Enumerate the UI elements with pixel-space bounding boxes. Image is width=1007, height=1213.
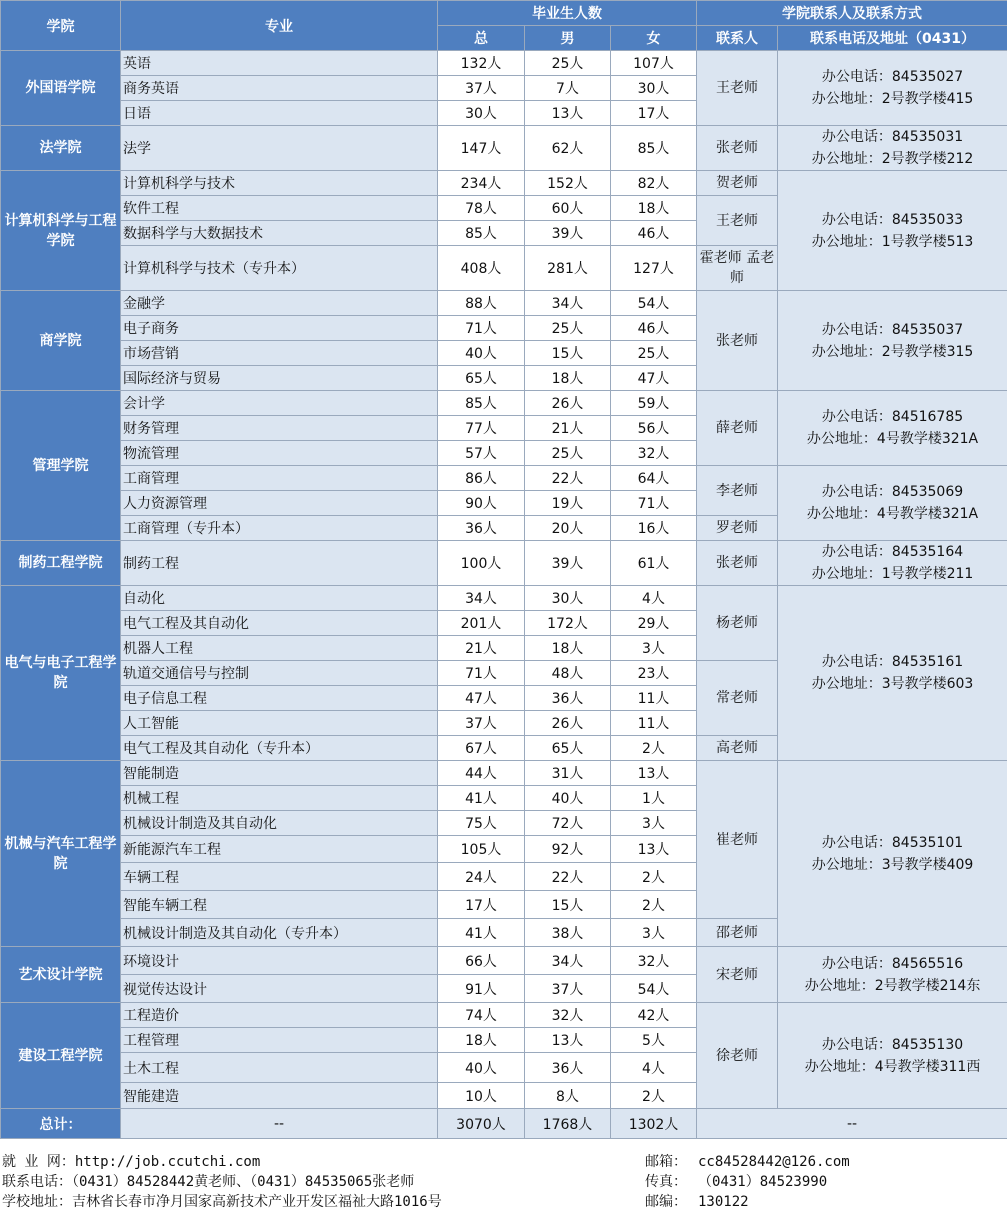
total-count-cell: 57人 — [438, 441, 525, 466]
total-count-cell: 85人 — [438, 391, 525, 416]
total-count-cell: 71人 — [438, 661, 525, 686]
total-count-cell: 71人 — [438, 316, 525, 341]
office-info-cell — [778, 541, 1007, 586]
header-male: 男 — [525, 26, 611, 51]
major-cell: 日语 — [121, 101, 438, 126]
office-phone: 办公电话：84535161 — [821, 654, 964, 670]
female-count-cell: 47人 — [611, 366, 697, 391]
office-address: 办公地址：2号教学楼212 — [811, 151, 974, 167]
total-count-cell: 75人 — [438, 811, 525, 836]
major-cell: 市场营销 — [121, 341, 438, 366]
header-total: 总 — [438, 26, 525, 51]
male-count-cell: 152人 — [525, 171, 611, 196]
office-info-cell — [778, 126, 1007, 171]
female-count-cell: 3人 — [611, 811, 697, 836]
male-count-cell: 22人 — [525, 466, 611, 491]
footer-address-label: 学校地址： — [2, 1194, 72, 1210]
major-cell: 会计学 — [121, 391, 438, 416]
table-body — [1, 51, 1007, 1139]
female-count-cell: 16人 — [611, 516, 697, 541]
total-count-cell: 201人 — [438, 611, 525, 636]
college-name-cell: 机械与汽车工程学院 — [1, 761, 121, 947]
major-cell: 国际经济与贸易 — [121, 366, 438, 391]
totals-female: 1302人 — [611, 1109, 697, 1139]
female-count-cell: 32人 — [611, 947, 697, 975]
office-info-cell — [778, 586, 1007, 761]
major-cell: 金融学 — [121, 291, 438, 316]
major-cell: 土木工程 — [121, 1053, 438, 1083]
major-cell: 环境设计 — [121, 947, 438, 975]
total-count-cell: 86人 — [438, 466, 525, 491]
total-count-cell: 67人 — [438, 736, 525, 761]
office-info-cell — [778, 761, 1007, 947]
female-count-cell: 3人 — [611, 919, 697, 947]
header-college: 学院 — [1, 1, 121, 51]
office-address: 办公地址：1号教学楼211 — [811, 566, 974, 582]
male-count-cell: 36人 — [525, 1053, 611, 1083]
footer-phone-label: 联系电话： — [2, 1174, 72, 1190]
female-count-cell: 2人 — [611, 1083, 697, 1109]
office-phone: 办公电话：84535027 — [821, 69, 964, 85]
college-name-cell: 制药工程学院 — [1, 541, 121, 586]
table-row — [1, 291, 1007, 316]
contact-name-cell: 邵老师 — [697, 919, 778, 947]
major-cell: 工商管理 — [121, 466, 438, 491]
total-count-cell: 147人 — [438, 126, 525, 171]
total-count-cell: 88人 — [438, 291, 525, 316]
major-cell: 物流管理 — [121, 441, 438, 466]
male-count-cell: 65人 — [525, 736, 611, 761]
office-phone: 办公电话：84535101 — [821, 834, 964, 851]
office-address: 办公地址：4号教学楼321A — [806, 506, 979, 522]
office-phone: 办公电话：84535033 — [821, 211, 964, 228]
office-phone: 办公电话：84535031 — [821, 129, 964, 145]
major-cell: 智能制造 — [121, 761, 438, 786]
major-cell: 财务管理 — [121, 416, 438, 441]
male-count-cell: 36人 — [525, 686, 611, 711]
major-cell: 工程管理 — [121, 1028, 438, 1053]
office-address: 办公地址：4号教学楼311西 — [804, 1058, 981, 1075]
footer-fax: （0431）84523990 — [698, 1174, 828, 1190]
header-graduates: 毕业生人数 — [438, 1, 697, 26]
footer-email-link[interactable]: cc84528442@126.com — [698, 1154, 850, 1170]
male-count-cell: 13人 — [525, 101, 611, 126]
female-count-cell: 54人 — [611, 291, 697, 316]
major-cell: 电子商务 — [121, 316, 438, 341]
female-count-cell: 25人 — [611, 341, 697, 366]
total-count-cell: 408人 — [438, 246, 525, 291]
contact-name-cell: 杨老师 — [697, 586, 778, 661]
female-count-cell: 42人 — [611, 1003, 697, 1028]
major-cell: 工商管理（专升本） — [121, 516, 438, 541]
table-row — [1, 947, 1007, 975]
male-count-cell: 32人 — [525, 1003, 611, 1028]
contact-name-cell: 张老师 — [697, 126, 778, 171]
office-phone: 办公电话：84535164 — [821, 544, 964, 560]
header-female: 女 — [611, 26, 697, 51]
male-count-cell: 34人 — [525, 947, 611, 975]
contact-name-cell: 霍老师 孟老师 — [697, 246, 778, 291]
footer-email-label: 邮箱： — [645, 1154, 687, 1170]
male-count-cell: 92人 — [525, 836, 611, 863]
table-row — [1, 761, 1007, 786]
total-count-cell: 47人 — [438, 686, 525, 711]
total-count-cell: 40人 — [438, 1053, 525, 1083]
office-info-cell — [778, 51, 1007, 126]
total-count-cell: 77人 — [438, 416, 525, 441]
office-info-cell — [778, 391, 1007, 466]
major-cell: 计算机科学与技术（专升本） — [121, 246, 438, 291]
male-count-cell: 13人 — [525, 1028, 611, 1053]
header-contact-section: 学院联系人及联系方式 — [697, 1, 1007, 26]
total-count-cell: 85人 — [438, 221, 525, 246]
major-cell: 新能源汽车工程 — [121, 836, 438, 863]
male-count-cell: 19人 — [525, 491, 611, 516]
female-count-cell: 2人 — [611, 891, 697, 919]
major-cell: 英语 — [121, 51, 438, 76]
totals-contact: -- — [697, 1109, 1007, 1139]
college-name-cell: 电气与电子工程学院 — [1, 586, 121, 761]
total-count-cell: 36人 — [438, 516, 525, 541]
total-count-cell: 17人 — [438, 891, 525, 919]
total-count-cell: 100人 — [438, 541, 525, 586]
male-count-cell: 72人 — [525, 811, 611, 836]
female-count-cell: 18人 — [611, 196, 697, 221]
major-cell: 智能建造 — [121, 1083, 438, 1109]
male-count-cell: 62人 — [525, 126, 611, 171]
office-address: 办公地址：2号教学楼214东 — [804, 977, 981, 994]
major-cell: 智能车辆工程 — [121, 891, 438, 919]
contact-name-cell: 李老师 — [697, 466, 778, 516]
college-name-cell: 商学院 — [1, 291, 121, 391]
female-count-cell: 107人 — [611, 51, 697, 76]
office-address: 办公地址：4号教学楼321A — [806, 431, 979, 447]
footer-zip: 130122 — [698, 1194, 749, 1210]
footer-website-label: 就 业 网： — [2, 1154, 75, 1170]
total-count-cell: 41人 — [438, 919, 525, 947]
table-row — [1, 541, 1007, 586]
male-count-cell: 37人 — [525, 975, 611, 1003]
major-cell: 机械设计制造及其自动化 — [121, 811, 438, 836]
total-count-cell: 44人 — [438, 761, 525, 786]
contact-name-cell: 常老师 — [697, 661, 778, 736]
female-count-cell: 4人 — [611, 586, 697, 611]
footer — [0, 1150, 1007, 1213]
contact-name-cell: 王老师 — [697, 51, 778, 126]
office-address: 办公地址：3号教学楼603 — [811, 676, 974, 692]
footer-phone-row — [2, 1172, 414, 1192]
office-address: 办公地址：2号教学楼315 — [811, 343, 974, 360]
totals-label: 总计： — [1, 1109, 121, 1139]
male-count-cell: 21人 — [525, 416, 611, 441]
contact-name-cell: 宋老师 — [697, 947, 778, 1003]
table-row — [1, 126, 1007, 171]
female-count-cell: 13人 — [611, 761, 697, 786]
major-cell: 商务英语 — [121, 76, 438, 101]
female-count-cell: 11人 — [611, 711, 697, 736]
male-count-cell: 22人 — [525, 863, 611, 891]
female-count-cell: 23人 — [611, 661, 697, 686]
footer-address: 吉林省长春市净月国家高新技术产业开发区福祉大路1016号 — [72, 1194, 442, 1210]
office-phone: 办公电话：84535130 — [821, 1036, 964, 1053]
female-count-cell: 71人 — [611, 491, 697, 516]
total-count-cell: 66人 — [438, 947, 525, 975]
major-cell: 法学 — [121, 126, 438, 171]
table-row — [1, 586, 1007, 611]
male-count-cell: 7人 — [525, 76, 611, 101]
major-cell: 软件工程 — [121, 196, 438, 221]
male-count-cell: 31人 — [525, 761, 611, 786]
office-address: 办公地址：1号教学楼513 — [811, 233, 974, 250]
office-info-cell — [778, 1003, 1007, 1109]
male-count-cell: 25人 — [525, 51, 611, 76]
female-count-cell: 32人 — [611, 441, 697, 466]
total-count-cell: 37人 — [438, 76, 525, 101]
male-count-cell: 8人 — [525, 1083, 611, 1109]
female-count-cell: 30人 — [611, 76, 697, 101]
table-row — [1, 171, 1007, 196]
office-phone: 办公电话：84565516 — [821, 955, 964, 972]
major-cell: 人工智能 — [121, 711, 438, 736]
header-major: 专业 — [121, 1, 438, 51]
table-row — [1, 391, 1007, 416]
female-count-cell: 82人 — [611, 171, 697, 196]
office-info-cell — [778, 466, 1007, 541]
major-cell: 轨道交通信号与控制 — [121, 661, 438, 686]
totals-total: 3070人 — [438, 1109, 525, 1139]
office-phone: 办公电话：84535069 — [821, 484, 964, 500]
major-cell: 电气工程及其自动化（专升本） — [121, 736, 438, 761]
female-count-cell: 46人 — [611, 221, 697, 246]
female-count-cell: 17人 — [611, 101, 697, 126]
footer-website-row — [2, 1152, 260, 1172]
male-count-cell: 26人 — [525, 711, 611, 736]
header-contact: 联系人 — [697, 26, 778, 51]
table-row — [1, 1003, 1007, 1028]
office-info-cell — [778, 947, 1007, 1003]
male-count-cell: 39人 — [525, 221, 611, 246]
footer-website-link[interactable]: http://job.ccutchi.com — [74, 1154, 261, 1170]
contact-name-cell: 张老师 — [697, 541, 778, 586]
office-info-cell — [778, 171, 1007, 291]
office-address: 办公地址：2号教学楼415 — [811, 91, 974, 107]
contact-name-cell: 崔老师 — [697, 761, 778, 919]
male-count-cell: 281人 — [525, 246, 611, 291]
total-count-cell: 74人 — [438, 1003, 525, 1028]
contact-name-cell: 徐老师 — [697, 1003, 778, 1109]
total-count-cell: 105人 — [438, 836, 525, 863]
female-count-cell: 1人 — [611, 786, 697, 811]
major-cell: 电气工程及其自动化 — [121, 611, 438, 636]
total-count-cell: 30人 — [438, 101, 525, 126]
contact-name-cell: 王老师 — [697, 196, 778, 246]
major-cell: 车辆工程 — [121, 863, 438, 891]
college-name-cell: 建设工程学院 — [1, 1003, 121, 1109]
contact-name-cell: 罗老师 — [697, 516, 778, 541]
total-count-cell: 90人 — [438, 491, 525, 516]
female-count-cell: 11人 — [611, 686, 697, 711]
total-count-cell: 78人 — [438, 196, 525, 221]
major-cell: 数据科学与大数据技术 — [121, 221, 438, 246]
major-cell: 自动化 — [121, 586, 438, 611]
footer-fax-label: 传真： — [645, 1174, 687, 1190]
office-address: 办公地址：3号教学楼409 — [811, 856, 974, 873]
totals-male: 1768人 — [525, 1109, 611, 1139]
total-count-cell: 65人 — [438, 366, 525, 391]
footer-address-row — [2, 1192, 442, 1212]
male-count-cell: 15人 — [525, 891, 611, 919]
footer-zip-label: 邮编： — [645, 1194, 687, 1210]
male-count-cell: 34人 — [525, 291, 611, 316]
male-count-cell: 25人 — [525, 441, 611, 466]
college-name-cell: 艺术设计学院 — [1, 947, 121, 1003]
female-count-cell: 29人 — [611, 611, 697, 636]
total-count-cell: 18人 — [438, 1028, 525, 1053]
female-count-cell: 54人 — [611, 975, 697, 1003]
major-cell: 人力资源管理 — [121, 491, 438, 516]
total-count-cell: 40人 — [438, 341, 525, 366]
major-cell: 计算机科学与技术 — [121, 171, 438, 196]
totals-row — [1, 1109, 1007, 1139]
female-count-cell: 13人 — [611, 836, 697, 863]
contact-name-cell: 贺老师 — [697, 171, 778, 196]
male-count-cell: 39人 — [525, 541, 611, 586]
male-count-cell: 172人 — [525, 611, 611, 636]
male-count-cell: 60人 — [525, 196, 611, 221]
female-count-cell: 59人 — [611, 391, 697, 416]
male-count-cell: 25人 — [525, 316, 611, 341]
contact-name-cell: 高老师 — [697, 736, 778, 761]
female-count-cell: 2人 — [611, 736, 697, 761]
total-count-cell: 132人 — [438, 51, 525, 76]
total-count-cell: 41人 — [438, 786, 525, 811]
male-count-cell: 48人 — [525, 661, 611, 686]
college-name-cell: 管理学院 — [1, 391, 121, 541]
major-cell: 制药工程 — [121, 541, 438, 586]
female-count-cell: 61人 — [611, 541, 697, 586]
male-count-cell: 38人 — [525, 919, 611, 947]
total-count-cell: 10人 — [438, 1083, 525, 1109]
office-phone: 办公电话：84516785 — [821, 409, 964, 425]
male-count-cell: 26人 — [525, 391, 611, 416]
male-count-cell: 15人 — [525, 341, 611, 366]
college-name-cell: 法学院 — [1, 126, 121, 171]
major-cell: 机械工程 — [121, 786, 438, 811]
major-cell: 机器人工程 — [121, 636, 438, 661]
male-count-cell: 18人 — [525, 366, 611, 391]
major-cell: 机械设计制造及其自动化（专升本） — [121, 919, 438, 947]
footer-phone: （0431）84528442黄老师、（0431）84535065张老师 — [72, 1174, 415, 1190]
female-count-cell: 46人 — [611, 316, 697, 341]
contact-name-cell: 张老师 — [697, 291, 778, 391]
header-phone-address: 联系电话及地址（0431） — [778, 26, 1007, 51]
male-count-cell: 18人 — [525, 636, 611, 661]
table-row — [1, 51, 1007, 76]
total-count-cell: 91人 — [438, 975, 525, 1003]
total-count-cell: 37人 — [438, 711, 525, 736]
male-count-cell: 20人 — [525, 516, 611, 541]
female-count-cell: 127人 — [611, 246, 697, 291]
female-count-cell: 4人 — [611, 1053, 697, 1083]
male-count-cell: 40人 — [525, 786, 611, 811]
total-count-cell: 234人 — [438, 171, 525, 196]
major-cell: 工程造价 — [121, 1003, 438, 1028]
female-count-cell: 2人 — [611, 863, 697, 891]
totals-major: -- — [121, 1109, 438, 1139]
table-row — [1, 466, 1007, 491]
major-cell: 电子信息工程 — [121, 686, 438, 711]
major-cell: 视觉传达设计 — [121, 975, 438, 1003]
total-count-cell: 24人 — [438, 863, 525, 891]
office-phone: 办公电话：84535037 — [821, 321, 964, 338]
total-count-cell: 34人 — [438, 586, 525, 611]
female-count-cell: 64人 — [611, 466, 697, 491]
college-name-cell: 外国语学院 — [1, 51, 121, 126]
female-count-cell: 56人 — [611, 416, 697, 441]
college-name-cell: 计算机科学与工程学院 — [1, 171, 121, 291]
male-count-cell: 30人 — [525, 586, 611, 611]
office-info-cell — [778, 291, 1007, 391]
female-count-cell: 5人 — [611, 1028, 697, 1053]
contact-name-cell: 薛老师 — [697, 391, 778, 466]
female-count-cell: 3人 — [611, 636, 697, 661]
female-count-cell: 85人 — [611, 126, 697, 171]
total-count-cell: 21人 — [438, 636, 525, 661]
